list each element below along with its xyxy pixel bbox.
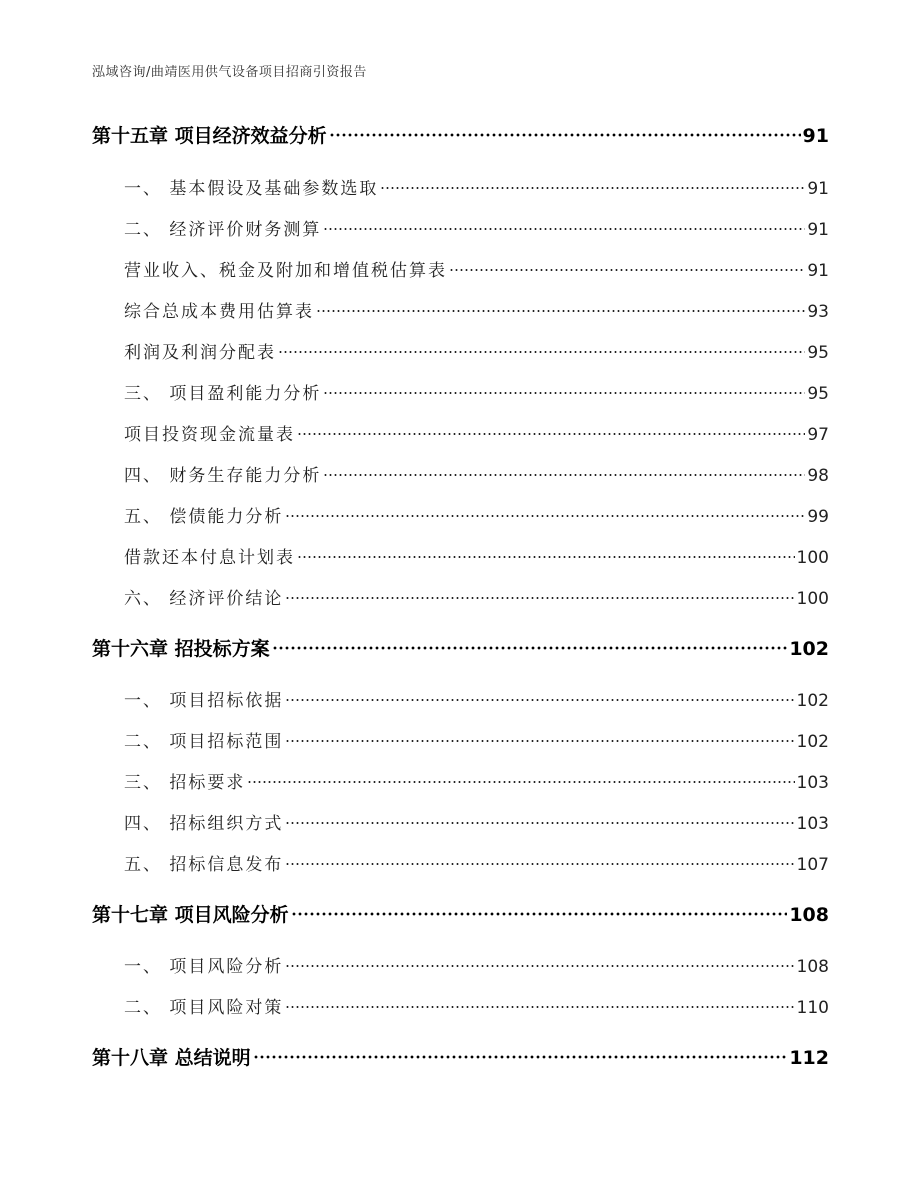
toc-entry-title: 利润及利润分配表 <box>124 343 276 363</box>
toc-section-entry[interactable] <box>124 993 829 1018</box>
toc-entry-page-number: 91 <box>807 220 829 240</box>
running-header: 泓域咨询/曲靖医用供气设备项目招商引资报告 <box>92 65 367 80</box>
dot-leader <box>253 1055 788 1059</box>
toc-entry-title: 第十八章 总结说明 <box>92 1047 251 1069</box>
dot-leader <box>380 186 805 190</box>
toc-entry-title: 二、 项目风险对策 <box>124 998 284 1018</box>
dot-leader <box>285 514 805 518</box>
toc-entry-page-number: 91 <box>807 179 829 199</box>
dot-leader <box>316 309 805 313</box>
toc-section-entry[interactable] <box>124 379 829 404</box>
dot-leader <box>323 473 805 477</box>
toc-chapter-entry[interactable] <box>92 634 829 661</box>
toc-entry-title: 二、 项目招标范围 <box>124 732 284 752</box>
toc-entry-page-number: 99 <box>807 507 829 527</box>
toc-entry-page-number: 100 <box>796 548 829 568</box>
dot-leader <box>285 698 794 702</box>
toc-entry-page-number: 91 <box>807 261 829 281</box>
toc-entry-title: 一、 基本假设及基础参数选取 <box>124 179 379 199</box>
toc-section-entry[interactable] <box>124 727 829 752</box>
toc-entry-page-number: 95 <box>807 384 829 404</box>
toc-entry-title: 四、 招标组织方式 <box>124 814 284 834</box>
toc-entry-title: 第十六章 招投标方案 <box>92 638 270 660</box>
dot-leader <box>285 739 794 743</box>
toc-entry-title: 三、 项目盈利能力分析 <box>124 384 322 404</box>
toc-entry-page-number: 108 <box>796 957 829 977</box>
toc-entry-page-number: 102 <box>796 732 829 752</box>
toc-entry-title: 六、 经济评价结论 <box>124 589 284 609</box>
toc-entry-page-number: 107 <box>796 855 829 875</box>
dot-leader <box>297 432 805 436</box>
toc-entry-page-number: 98 <box>807 466 829 486</box>
dot-leader <box>323 391 805 395</box>
toc-entry-title: 综合总成本费用估算表 <box>124 302 314 322</box>
toc-entry-title: 项目投资现金流量表 <box>124 425 295 445</box>
toc-section-entry[interactable] <box>124 174 829 199</box>
toc-entry-page-number: 100 <box>796 589 829 609</box>
toc-entry-title: 四、 财务生存能力分析 <box>124 466 322 486</box>
toc-chapter-entry[interactable] <box>92 900 829 927</box>
toc-section-entry[interactable] <box>124 338 829 363</box>
toc-section-entry[interactable] <box>124 215 829 240</box>
toc-entry-page-number: 102 <box>789 638 829 660</box>
toc-entry-title: 一、 项目风险分析 <box>124 957 284 977</box>
toc-entry-page-number: 93 <box>807 302 829 322</box>
dot-leader <box>329 133 801 137</box>
dot-leader <box>285 862 794 866</box>
toc-entry-title: 营业收入、税金及附加和增值税估算表 <box>124 261 447 281</box>
dot-leader <box>323 227 805 231</box>
toc-entry-title: 一、 项目招标依据 <box>124 691 284 711</box>
toc-section-entry[interactable] <box>124 952 829 977</box>
toc-entry-page-number: 103 <box>796 773 829 793</box>
dot-leader <box>278 350 805 354</box>
toc-entry-page-number: 110 <box>796 998 829 1018</box>
dot-leader <box>285 964 794 968</box>
toc-section-entry[interactable] <box>124 297 829 322</box>
toc-section-entry[interactable] <box>124 502 829 527</box>
toc-entry-page-number: 102 <box>796 691 829 711</box>
toc-section-entry[interactable] <box>124 256 829 281</box>
toc-section-entry[interactable] <box>124 461 829 486</box>
toc-section-entry[interactable] <box>124 768 829 793</box>
toc-entry-title: 二、 经济评价财务测算 <box>124 220 322 240</box>
toc-section-entry[interactable] <box>124 543 829 568</box>
toc-entry-title: 第十五章 项目经济效益分析 <box>92 125 327 147</box>
toc-section-entry[interactable] <box>124 584 829 609</box>
toc-entry-page-number: 112 <box>789 1047 829 1069</box>
dot-leader <box>285 1005 794 1009</box>
toc-entry-title: 三、 招标要求 <box>124 773 246 793</box>
toc-section-entry[interactable] <box>124 686 829 711</box>
dot-leader <box>247 780 794 784</box>
toc-entry-page-number: 95 <box>807 343 829 363</box>
toc-section-entry[interactable] <box>124 809 829 834</box>
dot-leader <box>297 555 795 559</box>
dot-leader <box>272 646 788 650</box>
toc-section-entry[interactable] <box>124 850 829 875</box>
dot-leader <box>449 268 805 272</box>
toc-entry-title: 借款还本付息计划表 <box>124 548 295 568</box>
dot-leader <box>285 596 794 600</box>
dot-leader <box>291 912 788 916</box>
toc-chapter-entry[interactable] <box>92 1043 829 1070</box>
toc-entry-title: 第十七章 项目风险分析 <box>92 904 289 926</box>
toc-section-entry[interactable] <box>124 420 829 445</box>
toc-entry-page-number: 91 <box>802 125 829 147</box>
toc-chapter-entry[interactable] <box>92 121 829 148</box>
toc-entry-page-number: 103 <box>796 814 829 834</box>
dot-leader <box>285 821 794 825</box>
toc-entry-page-number: 108 <box>789 904 829 926</box>
toc-entry-title: 五、 偿债能力分析 <box>124 507 284 527</box>
toc-entry-title: 五、 招标信息发布 <box>124 855 284 875</box>
toc-entry-page-number: 97 <box>807 425 829 445</box>
